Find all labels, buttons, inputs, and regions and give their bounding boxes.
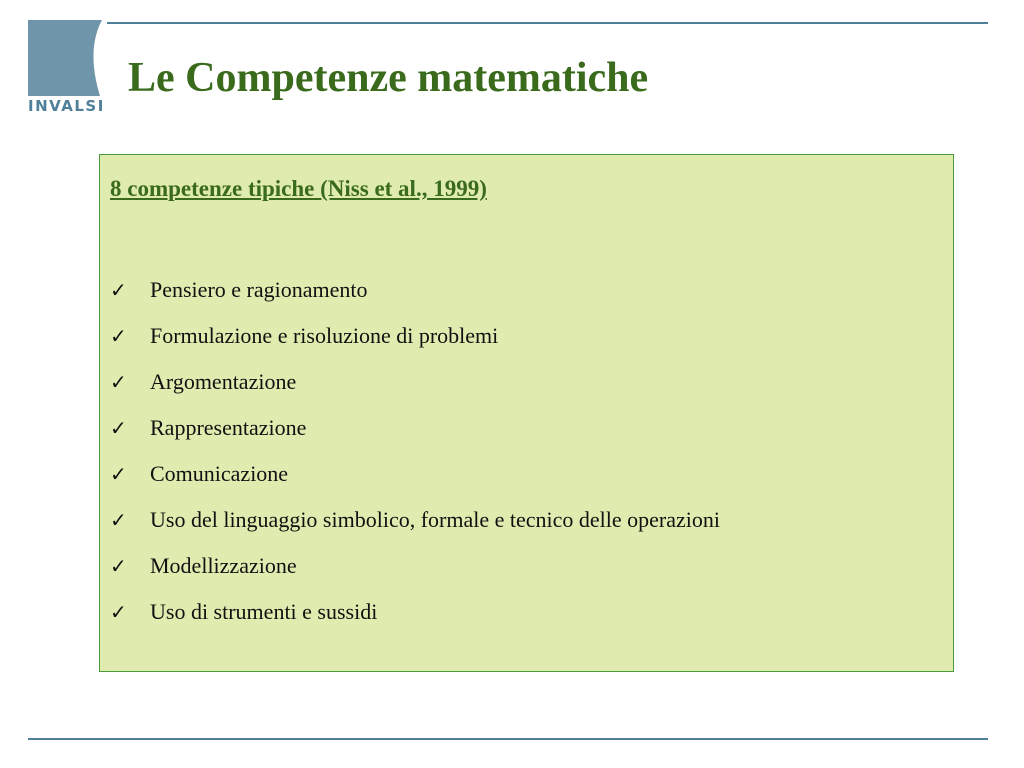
- list-item-label: Argomentazione: [150, 369, 297, 394]
- check-icon: ✓: [110, 600, 127, 624]
- page-title: Le Competenze matematiche: [128, 55, 649, 101]
- check-icon: ✓: [110, 370, 127, 394]
- check-icon: ✓: [110, 278, 127, 302]
- list-item-label: Uso di strumenti e sussidi: [150, 599, 378, 624]
- list-item: [110, 589, 720, 635]
- top-divider: [107, 22, 988, 24]
- list-item: [110, 359, 720, 405]
- list-item: [110, 451, 720, 497]
- list-item: [110, 313, 720, 359]
- check-icon: ✓: [110, 554, 127, 578]
- invalsi-logo-icon: [28, 20, 102, 96]
- competence-list: [110, 267, 720, 635]
- list-item-label: Uso del linguaggio simbolico, formale e tecnico delle operazioni: [150, 507, 720, 532]
- list-item: [110, 405, 720, 451]
- check-icon: ✓: [110, 324, 127, 348]
- list-item-label: Formulazione e risoluzione di problemi: [150, 323, 499, 348]
- content-box: [99, 154, 954, 672]
- list-item-label: Pensiero e ragionamento: [150, 277, 368, 302]
- list-item: [110, 267, 720, 313]
- logo-text: INVALSI: [28, 97, 105, 115]
- list-item: [110, 543, 720, 589]
- check-icon: ✓: [110, 508, 127, 532]
- box-heading: 8 competenze tipiche (Niss et al., 1999): [110, 176, 487, 201]
- bottom-divider: [28, 738, 988, 740]
- invalsi-logo: [28, 20, 104, 118]
- check-icon: ✓: [110, 462, 127, 486]
- list-item-label: Modellizzazione: [150, 553, 297, 578]
- check-icon: ✓: [110, 416, 127, 440]
- list-item: [110, 497, 720, 543]
- list-item-label: Rappresentazione: [150, 415, 307, 440]
- list-item-label: Comunicazione: [150, 461, 289, 486]
